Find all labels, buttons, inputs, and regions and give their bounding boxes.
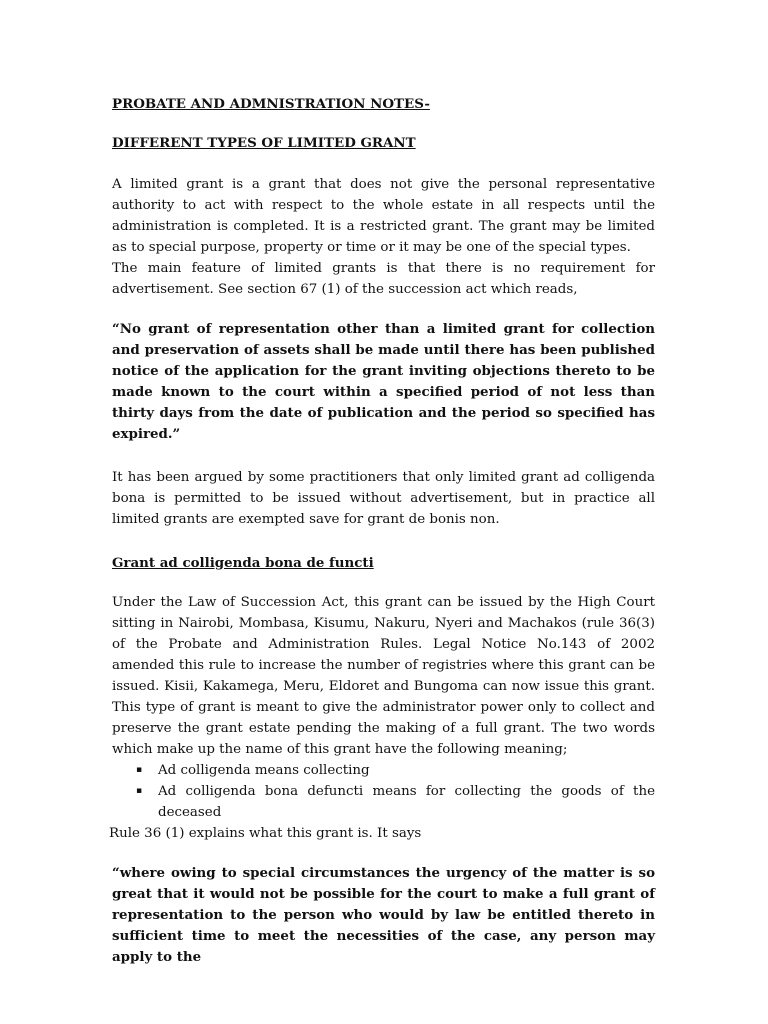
section-heading-colligenda: Grant ad colligenda bona de functi — [112, 555, 374, 571]
bullet-icon: ▪ — [136, 786, 143, 796]
list-item-text: Ad colligenda bona defuncti means for collecting the goods of the deceased — [158, 784, 655, 820]
document-page — [109, 94, 655, 968]
quote-rule-36: “where owing to special circumstances the urgency of the matter is so great that it would not be possible for the court to make a full grant of representation to the person who would by law be entitled thereto in sufficient time to meet the necessities of the case, any person may apply to the — [112, 865, 655, 965]
list-item-text: Ad colligenda means collecting — [158, 763, 370, 778]
paragraph-definition: A limited grant is a grant that does not give the personal representative authority to act with respect to the whole estate in all respects until the administration is completed. It is a restricted grant. The grant may be limited as to special purpose, property or time or it may be one of the special types. — [112, 177, 655, 255]
section-title-limited-grant: DIFFERENT TYPES OF LIMITED GRANT — [112, 135, 416, 151]
paragraph-rule-36: Rule 36 (1) explains what this grant is. It says — [109, 826, 422, 841]
paragraph-main-feature: The main feature of limited grants is that there is no requirement for advertisement. See section 67 (1) of the succession act which reads, — [112, 261, 655, 297]
quote-section-67: “No grant of representation other than a limited grant for collection and preservation of assets shall be made until there has been published notice of the application for the grant inviting objections thereto to be made known to the court within a specified period of not less than thirty days from the date of publication and the period so specified has expired.” — [112, 321, 655, 442]
paragraph-practitioners: It has been argued by some practitioners that only limited grant ad colligenda bona is permitted to be issued without advertisement, but in practice all limited grants are exempted save for grant de bonis non. — [112, 470, 655, 527]
bullet-icon: ▪ — [136, 765, 143, 775]
document-title: PROBATE AND ADMNISTRATION NOTES- — [112, 96, 430, 112]
list-item — [136, 760, 655, 781]
meaning-list — [112, 760, 655, 823]
list-item — [136, 781, 655, 823]
paragraph-succession-act: Under the Law of Succession Act, this grant can be issued by the High Court sitting in Nairobi, Mombasa, Kisumu, Nakuru, Nyeri and Machakos (rule 36(3) of the Probate and Administration Rules. Legal Notice No.143 of 2002 amended this rule to increase the number of registries where this grant can be issued. Kisii, Kakamega, Meru, Eldoret and Bungoma can now issue this grant. This type of grant is meant to give the administrator power only to collect and preserve the grant estate pending the making of a full grant. The two words which make up the name of this grant have the following meaning; — [112, 595, 655, 757]
